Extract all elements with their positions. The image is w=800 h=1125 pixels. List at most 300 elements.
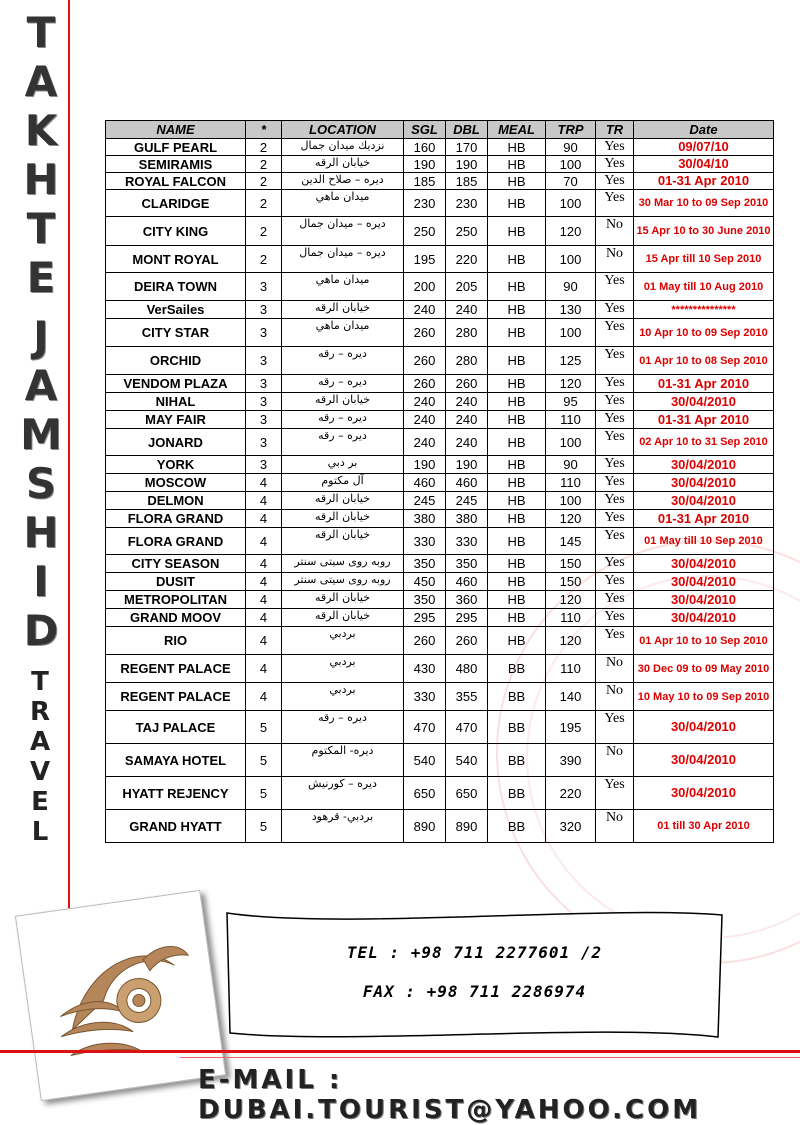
title-letter: V [29,757,51,787]
vertical-divider [68,0,70,1050]
cell-trp: 320 [546,810,596,843]
cell-date: 01 Apr 10 to 10 Sep 2010 [634,627,774,655]
title-letter: H [23,508,57,557]
table-row [106,375,774,393]
cell-loc: ديره – رقه [282,347,404,375]
cell-trp: 150 [546,573,596,591]
cell-star: 3 [246,429,282,456]
cell-star: 4 [246,655,282,683]
cell-name: RIO [106,627,246,655]
cell-dbl: 540 [446,744,488,777]
cell-dbl: 170 [446,139,488,156]
title-letter: M [20,410,60,459]
cell-tr: Yes [596,711,634,744]
title-letter: I [33,557,47,606]
cell-star: 4 [246,492,282,510]
cell-date: 30/04/2010 [634,474,774,492]
cell-tr: Yes [596,429,634,456]
cell-dbl: 460 [446,474,488,492]
cell-sgl: 350 [404,591,446,609]
cell-dbl: 220 [446,246,488,273]
table-row [106,573,774,591]
cell-meal: BB [488,655,546,683]
cell-sgl: 245 [404,492,446,510]
cell-tr: Yes [596,139,634,156]
table-row [106,347,774,375]
cell-meal: HB [488,492,546,510]
cell-loc: ميدان ماهي [282,190,404,217]
hotel-rates-table [105,120,774,843]
cell-star: 4 [246,474,282,492]
table-row [106,591,774,609]
cell-sgl: 260 [404,375,446,393]
cell-star: 4 [246,609,282,627]
cell-sgl: 240 [404,393,446,411]
cell-trp: 90 [546,139,596,156]
table-row [106,217,774,246]
title-letter: H [23,155,57,204]
cell-sgl: 230 [404,190,446,217]
cell-date: 01-31 Apr 2010 [634,510,774,528]
cell-dbl: 245 [446,492,488,510]
table-row [106,711,774,744]
cell-star: 5 [246,711,282,744]
cell-name: GRAND HYATT [106,810,246,843]
cell-star: 2 [246,246,282,273]
cell-sgl: 260 [404,347,446,375]
cell-trp: 195 [546,711,596,744]
cell-star: 3 [246,347,282,375]
cell-dbl: 260 [446,627,488,655]
cell-tr: Yes [596,319,634,347]
title-letter: T [31,667,49,697]
cell-meal: HB [488,627,546,655]
cell-meal: HB [488,301,546,319]
cell-loc: ديره – رقه [282,711,404,744]
cell-meal: HB [488,347,546,375]
cell-date: 30/04/10 [634,156,774,173]
table-row [106,510,774,528]
cell-dbl: 250 [446,217,488,246]
cell-star: 4 [246,573,282,591]
cell-sgl: 240 [404,301,446,319]
column-header-location: LOCATION [282,121,404,139]
cell-tr: No [596,655,634,683]
company-logo [15,890,226,1101]
title-letter: T [26,204,54,253]
cell-name: TAJ PALACE [106,711,246,744]
cell-tr: Yes [596,627,634,655]
cell-name: FLORA GRAND [106,528,246,555]
column-header-trp: TRP [546,121,596,139]
cell-meal: BB [488,777,546,810]
cell-star: 2 [246,217,282,246]
cell-trp: 100 [546,429,596,456]
cell-name: SAMAYA HOTEL [106,744,246,777]
cell-name: YORK [106,456,246,474]
cell-name: ROYAL FALCON [106,173,246,190]
cell-dbl: 650 [446,777,488,810]
cell-dbl: 185 [446,173,488,190]
table-header-row [106,121,774,139]
cell-loc: آل مكتوم [282,474,404,492]
column-header-sgl: SGL [404,121,446,139]
column-header-tr: TR [596,121,634,139]
cell-tr: Yes [596,393,634,411]
phone-number[interactable]: TEL : +98 711 2277601 /2 [346,943,603,962]
cell-meal: HB [488,411,546,429]
cell-loc: خيابان الرقه [282,510,404,528]
cell-name: MONT ROYAL [106,246,246,273]
cell-meal: HB [488,190,546,217]
cell-star: 5 [246,777,282,810]
cell-meal: BB [488,744,546,777]
cell-loc: خيابان الرقه [282,528,404,555]
cell-name: DEIRA TOWN [106,273,246,301]
cell-loc: بردبي [282,683,404,711]
cell-date: 30 Dec 09 to 09 May 2010 [634,655,774,683]
table-row [106,492,774,510]
cell-sgl: 200 [404,273,446,301]
cell-sgl: 250 [404,217,446,246]
cell-trp: 100 [546,492,596,510]
cell-date: 30/04/2010 [634,777,774,810]
cell-tr: Yes [596,609,634,627]
table-row [106,319,774,347]
cell-sgl: 190 [404,156,446,173]
cell-sgl: 185 [404,173,446,190]
cell-tr: Yes [596,591,634,609]
cell-sgl: 330 [404,528,446,555]
cell-meal: HB [488,555,546,573]
cell-tr: Yes [596,474,634,492]
cell-name: CITY SEASON [106,555,246,573]
cell-tr: Yes [596,777,634,810]
cell-star: 4 [246,510,282,528]
cell-trp: 110 [546,411,596,429]
cell-trp: 120 [546,591,596,609]
cell-sgl: 195 [404,246,446,273]
cell-date: 01-31 Apr 2010 [634,411,774,429]
cell-loc: ديره – كورنيش [282,777,404,810]
horizontal-divider [0,1050,800,1053]
cell-loc: ميدان ماهي [282,319,404,347]
cell-name: VENDOM PLAZA [106,375,246,393]
cell-tr: Yes [596,190,634,217]
cell-loc: خيابان الرقه [282,591,404,609]
cell-date: 09/07/10 [634,139,774,156]
contact-card [222,905,727,1045]
cell-dbl: 295 [446,609,488,627]
cell-date: 01 May till 10 Sep 2010 [634,528,774,555]
cell-star: 2 [246,156,282,173]
table-row [106,393,774,411]
cell-sgl: 260 [404,627,446,655]
cell-dbl: 205 [446,273,488,301]
cell-trp: 110 [546,474,596,492]
cell-tr: Yes [596,555,634,573]
cell-loc: خيابان الرقه [282,609,404,627]
cell-date: 30/04/2010 [634,711,774,744]
cell-star: 5 [246,744,282,777]
cell-sgl: 450 [404,573,446,591]
cell-tr: No [596,217,634,246]
cell-dbl: 190 [446,156,488,173]
cell-sgl: 460 [404,474,446,492]
cell-trp: 145 [546,528,596,555]
cell-date: 02 Apr 10 to 31 Sep 2010 [634,429,774,456]
column-header-dbl: DBL [446,121,488,139]
horizontal-divider-thin [180,1057,800,1058]
cell-dbl: 330 [446,528,488,555]
cell-date: 30/04/2010 [634,492,774,510]
table-row [106,683,774,711]
cell-name: ORCHID [106,347,246,375]
cell-meal: HB [488,573,546,591]
cell-date: *************** [634,301,774,319]
cell-loc: خيابان الرقه [282,301,404,319]
vertical-company-name [18,8,62,849]
cell-name: CLARIDGE [106,190,246,217]
cell-loc: ميدان ماهي [282,273,404,301]
email-address[interactable]: E-MAIL : DUBAI.TOURIST@YAHOO.COM [198,1065,702,1125]
cell-dbl: 280 [446,347,488,375]
table-row [106,190,774,217]
cell-dbl: 470 [446,711,488,744]
cell-loc: روبه روى سيتى سنتر [282,573,404,591]
cell-tr: Yes [596,528,634,555]
cell-sgl: 430 [404,655,446,683]
cell-dbl: 240 [446,301,488,319]
cell-sgl: 260 [404,319,446,347]
cell-meal: HB [488,609,546,627]
cell-dbl: 240 [446,429,488,456]
cell-tr: Yes [596,301,634,319]
cell-date: 10 Apr 10 to 09 Sep 2010 [634,319,774,347]
cell-meal: HB [488,510,546,528]
cell-trp: 70 [546,173,596,190]
cell-dbl: 240 [446,411,488,429]
cell-meal: BB [488,810,546,843]
cell-trp: 90 [546,273,596,301]
table-row [106,411,774,429]
cell-name: VerSailes [106,301,246,319]
title-letter: E [31,787,49,817]
cell-loc: بردبي [282,655,404,683]
column-header-name: NAME [106,121,246,139]
cell-name: NIHAL [106,393,246,411]
cell-meal: HB [488,429,546,456]
cell-star: 3 [246,411,282,429]
title-letter: T [26,8,54,57]
cell-sgl: 330 [404,683,446,711]
cell-star: 3 [246,319,282,347]
cell-loc: بردبي- قرهود [282,810,404,843]
table-row [106,627,774,655]
cell-name: SEMIRAMIS [106,156,246,173]
table-row [106,273,774,301]
cell-star: 5 [246,810,282,843]
cell-meal: HB [488,217,546,246]
title-letter: D [23,606,57,655]
cell-dbl: 480 [446,655,488,683]
cell-sgl: 240 [404,429,446,456]
cell-loc: بر دبي [282,456,404,474]
cell-loc: نزديك ميدان جمال [282,139,404,156]
cell-sgl: 350 [404,555,446,573]
cell-name: METROPOLITAN [106,591,246,609]
cell-meal: HB [488,156,546,173]
table-row [106,777,774,810]
cell-dbl: 380 [446,510,488,528]
cell-dbl: 240 [446,393,488,411]
cell-trp: 390 [546,744,596,777]
cell-loc: خيابان الرقه [282,393,404,411]
cell-meal: HB [488,456,546,474]
table-row [106,810,774,843]
cell-name: MOSCOW [106,474,246,492]
cell-name: DUSIT [106,573,246,591]
cell-trp: 100 [546,246,596,273]
cell-sgl: 380 [404,510,446,528]
cell-meal: HB [488,375,546,393]
cell-tr: Yes [596,375,634,393]
cell-trp: 100 [546,190,596,217]
cell-meal: HB [488,139,546,156]
cell-date: 15 Apr till 10 Sep 2010 [634,246,774,273]
cell-dbl: 350 [446,555,488,573]
table-row [106,173,774,190]
cell-star: 2 [246,139,282,156]
cell-dbl: 260 [446,375,488,393]
cell-star: 4 [246,683,282,711]
cell-dbl: 190 [446,456,488,474]
cell-loc: ديره – رقه [282,429,404,456]
title-letter: S [25,459,55,508]
table-row [106,528,774,555]
cell-name: GULF PEARL [106,139,246,156]
cell-star: 2 [246,173,282,190]
cell-sgl: 650 [404,777,446,810]
cell-loc: خيابان الرقه [282,156,404,173]
cell-loc: ديره – رقه [282,411,404,429]
cell-name: CITY KING [106,217,246,246]
cell-trp: 100 [546,319,596,347]
cell-trp: 110 [546,655,596,683]
cell-date: 01-31 Apr 2010 [634,173,774,190]
cell-date: 01 May till 10 Aug 2010 [634,273,774,301]
column-header-stars: * [246,121,282,139]
table-row [106,456,774,474]
cell-trp: 95 [546,393,596,411]
cell-dbl: 280 [446,319,488,347]
cell-meal: HB [488,246,546,273]
cell-name: HYATT REJENCY [106,777,246,810]
cell-tr: Yes [596,347,634,375]
cell-tr: Yes [596,573,634,591]
title-letter: K [24,106,56,155]
cell-sgl: 540 [404,744,446,777]
cell-date: 30 Mar 10 to 09 Sep 2010 [634,190,774,217]
cell-trp: 150 [546,555,596,573]
title-letter: A [24,57,56,106]
cell-date: 30/04/2010 [634,609,774,627]
cell-loc: ديره- المكتوم [282,744,404,777]
title-letter: L [31,817,49,847]
table-row [106,609,774,627]
cell-trp: 100 [546,156,596,173]
cell-trp: 90 [546,456,596,474]
cell-name: MAY FAIR [106,411,246,429]
cell-tr: Yes [596,156,634,173]
cell-tr: Yes [596,273,634,301]
title-letter: R [29,697,51,727]
cell-meal: BB [488,711,546,744]
cell-date: 01 till 30 Apr 2010 [634,810,774,843]
table-row [106,139,774,156]
table-row [106,655,774,683]
cell-date: 10 May 10 to 09 Sep 2010 [634,683,774,711]
cell-trp: 120 [546,627,596,655]
table-row [106,555,774,573]
title-letter: J [33,312,47,361]
cell-date: 30/04/2010 [634,456,774,474]
cell-tr: Yes [596,173,634,190]
cell-dbl: 230 [446,190,488,217]
cell-dbl: 355 [446,683,488,711]
cell-loc: ديره – رقه [282,375,404,393]
cell-tr: Yes [596,456,634,474]
cell-date: 30/04/2010 [634,393,774,411]
cell-tr: No [596,246,634,273]
cell-trp: 130 [546,301,596,319]
cell-meal: HB [488,393,546,411]
title-letter: A [29,727,51,757]
cell-meal: HB [488,173,546,190]
cell-sgl: 240 [404,411,446,429]
cell-trp: 120 [546,375,596,393]
cell-trp: 120 [546,217,596,246]
title-letter: A [24,361,56,410]
cell-star: 2 [246,190,282,217]
cell-star: 4 [246,528,282,555]
cell-trp: 110 [546,609,596,627]
cell-name: REGENT PALACE [106,655,246,683]
cell-star: 3 [246,375,282,393]
table-row [106,429,774,456]
cell-loc: ديره – صلاح الدين [282,173,404,190]
cell-name: REGENT PALACE [106,683,246,711]
cell-tr: Yes [596,411,634,429]
cell-tr: Yes [596,510,634,528]
cell-meal: HB [488,528,546,555]
column-header-date: Date [634,121,774,139]
column-header-meal: MEAL [488,121,546,139]
cell-sgl: 190 [404,456,446,474]
cell-date: 30/04/2010 [634,591,774,609]
cell-name: CITY STAR [106,319,246,347]
cell-date: 01 Apr 10 to 08 Sep 2010 [634,347,774,375]
cell-dbl: 460 [446,573,488,591]
cell-star: 3 [246,273,282,301]
cell-trp: 120 [546,510,596,528]
table-row [106,744,774,777]
cell-star: 4 [246,627,282,655]
cell-tr: No [596,810,634,843]
cell-loc: خيابان الرقه [282,492,404,510]
cell-loc: ديره – ميدان جمال [282,246,404,273]
table-row [106,301,774,319]
